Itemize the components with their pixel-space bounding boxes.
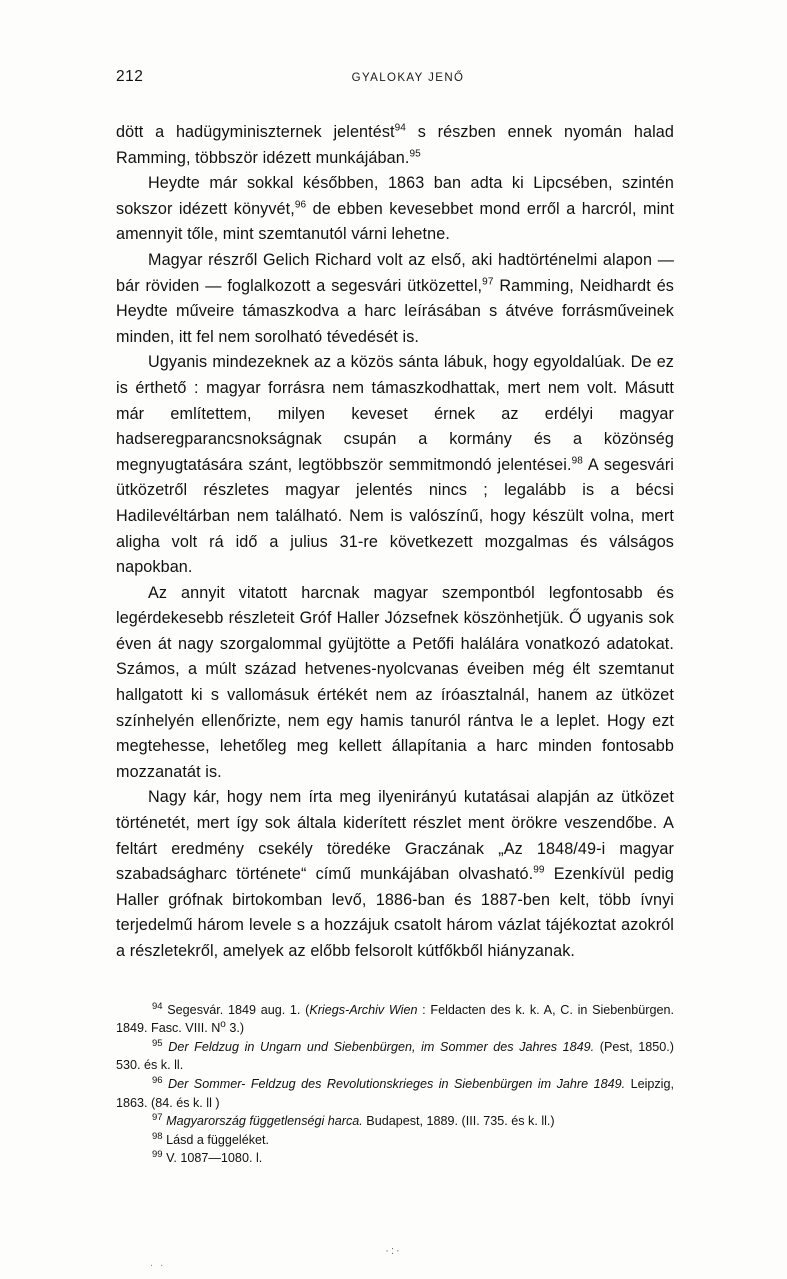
footnote: $^{97}$ Magyarország függetlenségi harca. Budapest, 1889. (III. 735. és k. ll.) <box>152 1111 555 1129</box>
footer-dots: . . <box>150 1257 166 1269</box>
body-text <box>116 120 674 965</box>
paragraph: Nagy kár, hogy nem írta meg ilyenirányú kutatásai alapján az ütközet történetét, mert így sok általa kiderített részlet ment örökre veszendőbe. A feltárt eredmény csekély töredéke Graczának „Az 1848/49-i magyar szabadságharc története“ című munkájában olvasható.$^{99}$ Ezenkívül pedig Haller grófnak birtokomban levő, 1886-ban és 1887-ben kelt, több ívnyi terjedelmű három levele s a hozzájuk csatolt három vázlat tájékoztat azokról a részletekről, amelyek az előbb felsorolt kútfőkből hiányzanak. <box>116 788 674 960</box>
page-number: 212 <box>116 68 144 85</box>
footnote: $^{99}$ V. 1087—1080. l. <box>152 1149 263 1166</box>
footnote: $^{96}$ Der Sommer- Feldzug des Revolutionskrieges in Siebenbürgen im Jahre 1849. Leipzig, 1863. (84. és k. ll ) <box>116 1074 674 1110</box>
page-header <box>116 68 674 86</box>
footnotes-section <box>116 991 674 1168</box>
footnote: $^{95}$ Der Feldzug in Ungarn und Siebenbürgen, im Sommer des Jahres 1849. (Pest, 1850.) 530. és k. ll. <box>116 1037 674 1073</box>
paragraph: Magyar részről Gelich Richard volt az első, aki hadtörténelmi alapon — bár röviden — foglalkozott a segesvári ütközettel,$^{97}$ Ramming, Neidhardt és Heydte műveire támaszkodva a harc leírásában s átvéve forrásműveinek minden, itt fel nem sorolható tévedését is. <box>116 250 674 346</box>
paragraph: Az annyit vitatott harcnak magyar szempontból legfontosabb és legérdekesebb részleteit Gróf Haller Józsefnek köszönhetjük. Ő ugyanis sok éven át nagy szorgalommal gyüjtötte a Petőfi halálára vonatkozó adatokat. Számos, a múlt század hetvenes-nyolcvanas éveiben még élt szemtanut hallgatott ki s vallomásuk értékét nem az íróasztalnál, hanem az ütközet színhelyén ellenőrizte, nem egy hamis tanuról rántva le a leplet. Hogy ezt megtehesse, lehetőleg meg kellett állapítania a harc minden fontosabb mozzanatát is. <box>116 583 674 781</box>
footnote: $^{98}$ Lásd a függeléket. <box>152 1130 270 1147</box>
paragraph: Ugyanis mindezeknek az a közös sánta lábuk, hogy egyoldalúak. De ez is érthető : magyar forrásra nem támaszkodhattak, mert nem volt. Másutt már említettem, milyen keveset érnek az erdélyi magyar hadseregparancsnokságnak csupán a kormány és a közönség megnyugtatására szánt, legtöbbször semmitmondó jelentései.$^{98}$ A segesvári ütközetről részletes magyar jelentés nincs ; legalább is a bécsi Hadilevéltárban nem található. Nem is valószínű, hogy készült volna, mert aligha volt rá idő a julius 31-re következett mozgalmas és válságos napokban. <box>116 353 675 577</box>
paragraph: dött a hadügyminiszternek jelentést$^{94}$ s részben ennek nyomán halad Ramming, többször idézett munkájában.$^{95}$ <box>116 122 674 167</box>
running-head: GYALOKAY JENŐ <box>351 72 465 84</box>
footnote: $^{94}$ Segesvár. 1849 aug. 1. (Kriegs-Archiv Wien : Feldacten des k. k. A, C. in Siebenbürgen. 1849. Fasc. VIII. $N^o$ 3.) <box>116 1000 674 1036</box>
paragraph: Heydte már sokkal későbben, 1863 ban adta ki Lipcsében, szintén sokszor idézett könyvét,$^{96}$ de ebben kevesebbet mond erről a harcról, mint amennyit tőle, mint szemtanutól várni lehetne. <box>116 174 674 244</box>
page-content <box>116 68 674 1168</box>
footer-ornament: ·:· <box>385 1245 402 1257</box>
